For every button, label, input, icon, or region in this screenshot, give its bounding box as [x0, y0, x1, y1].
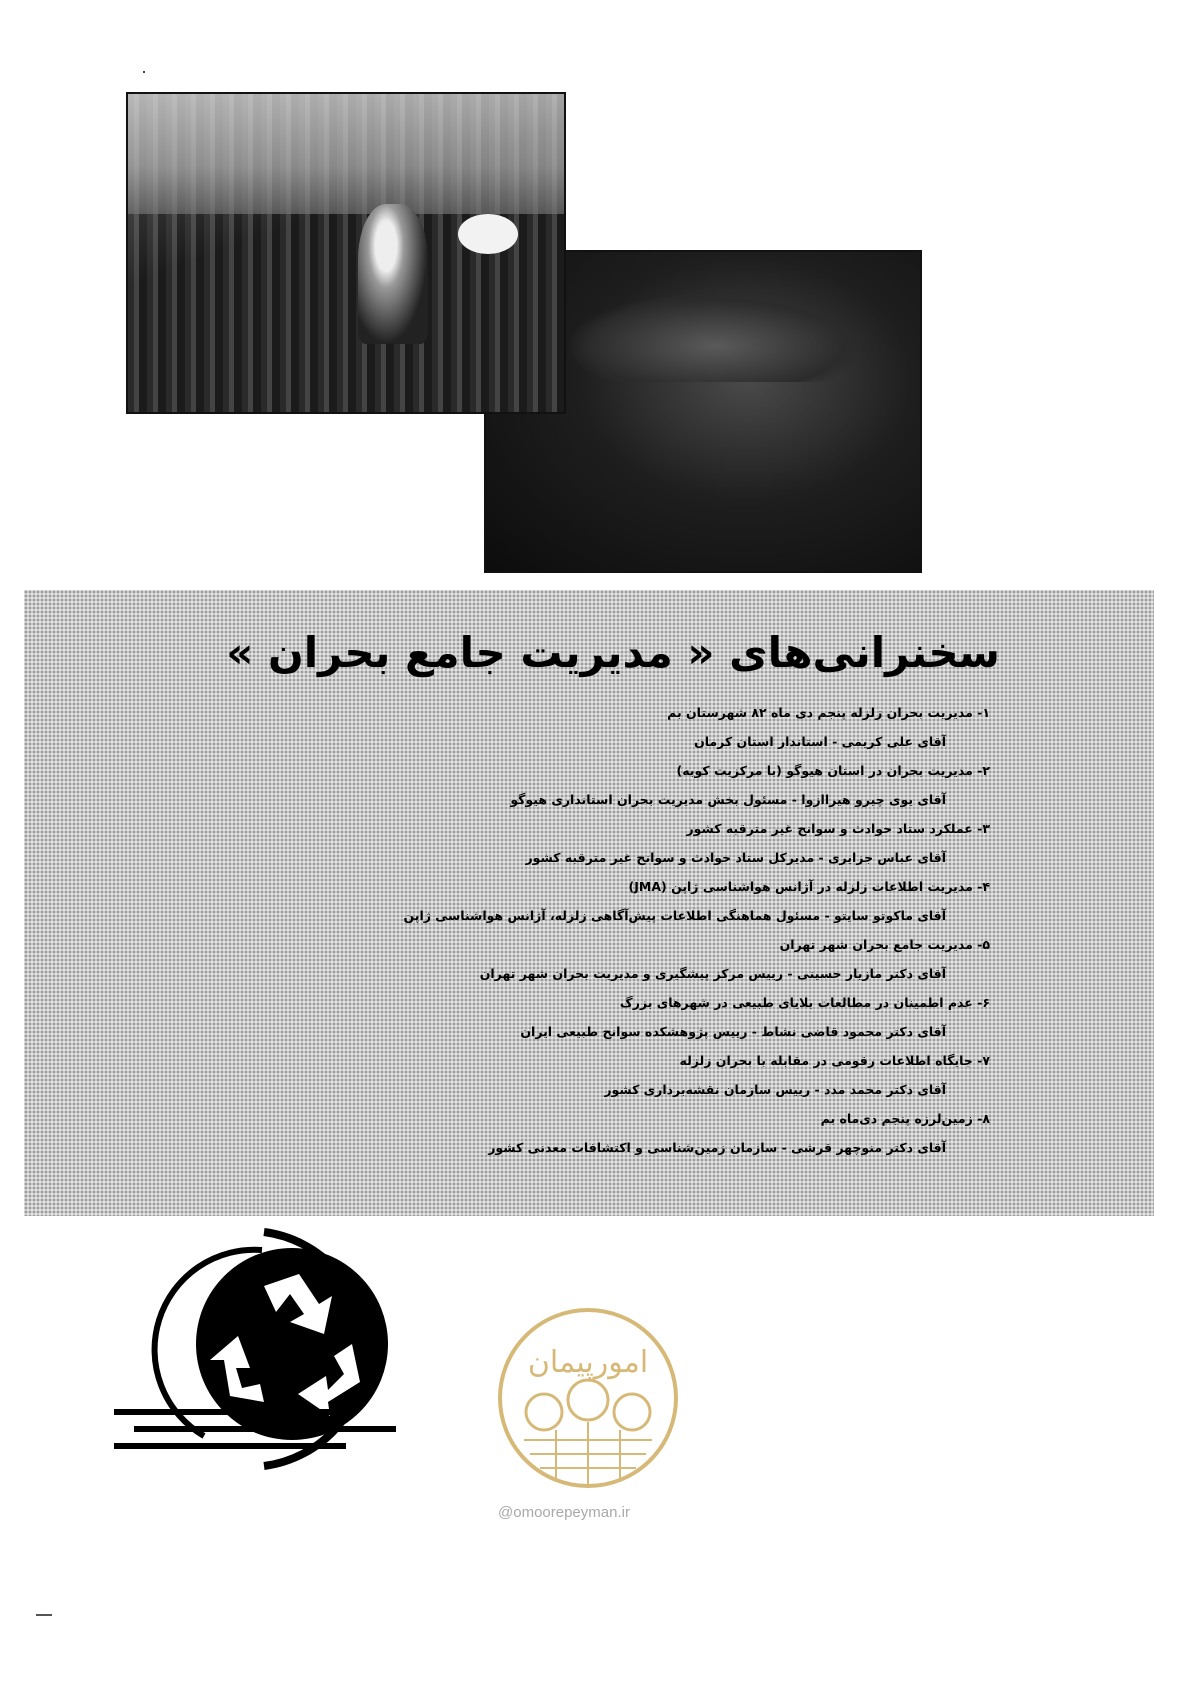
lecture-topic: ۱- مدیریت بحران زلزله پنجم دی ماه ۸۲ شهرستان بم [667, 705, 990, 720]
lecture-item [150, 1046, 990, 1104]
recycle-icon [114, 1226, 424, 1472]
lecture-topic: ۳- عملکرد ستاد حوادث و سوانح غیر مترقبه کشور [686, 821, 990, 836]
lecture-item [150, 872, 990, 930]
lecture-speaker: آقای دکتر مازیار حسینی - رییس مرکز پیشگیری و مدیریت بحران شهر تهران [479, 966, 946, 981]
lecture-topic: ۶- عدم اطمینان در مطالعات بلایای طبیعی در شهرهای بزرگ [619, 995, 990, 1010]
lecture-topic: ۸- زمین‌لرزه پنجم دی‌ماه بم [820, 1111, 990, 1126]
motion-line-bottom [114, 1443, 346, 1449]
lecture-topic: ۵- مدیریت جامع بحران شهر تهران [779, 937, 990, 952]
lecture-item [150, 1104, 990, 1162]
scan-dash [36, 1614, 52, 1616]
lecture-speaker: آقای علی کریمی - استاندار استان کرمان [694, 734, 946, 749]
lecture-item [150, 814, 990, 872]
lecture-topic: ۲- مدیریت بحران در استان هیوگو (با مرکزیت کوبه) [676, 763, 990, 778]
lecture-speaker: آقای دکتر محمد مدد - رییس سازمان نقشه‌برداری کشور [604, 1082, 946, 1097]
watermark-logo [494, 1300, 682, 1496]
scan-speck [143, 71, 145, 73]
lecture-speaker: آقای دکتر محمود قاضی نشاط - رییس پژوهشکده سوانح طبیعی ایران [520, 1024, 946, 1039]
photo-person [358, 204, 428, 344]
lecture-topic: ۷- جایگاه اطلاعات رقومی در مقابله با بحران زلزله [679, 1053, 990, 1068]
lecture-speaker: آقای ماکوتو سایتو - مسئول هماهنگی اطلاعات پیش‌آگاهی زلزله، آژانس هواشناسی ژاپن [403, 908, 946, 923]
street-rescue-photo [126, 92, 566, 414]
lecture-item [150, 988, 990, 1046]
lecture-list [150, 698, 990, 1162]
lecture-speaker: آقای دکتر منوچهر قرشی - سازمان زمین‌شناسی و اکتشافات معدنی کشور [488, 1140, 946, 1155]
photo-ridge [566, 292, 866, 382]
watermark-logo-text: امورپیمان [527, 1345, 649, 1380]
panel-title: سخنرانی‌های « مدیریت جامع بحران » [226, 628, 1000, 677]
lecture-speaker: آقای عباس جزایری - مدیرکل ستاد حوادث و سوانح غیر مترقبه کشور [525, 850, 946, 865]
lecture-topic: ۴- مدیریت اطلاعات زلزله در آژانس هواشناسی ژاپن (JMA) [628, 879, 990, 894]
lecture-item [150, 698, 990, 756]
lecture-item [150, 756, 990, 814]
motion-line-middle [134, 1426, 396, 1432]
lecture-speaker: آقای یوی چیرو هیراازوا - مسئول بخش مدیریت بحران استانداری هیوگو [510, 792, 946, 807]
motion-line-top [114, 1409, 354, 1415]
watermark-url: @omoorepeyman.ir [498, 1504, 630, 1521]
photo-pipe [458, 214, 518, 254]
lecture-item [150, 930, 990, 988]
photo-sky [128, 94, 564, 214]
lectures-panel [24, 590, 1154, 1216]
